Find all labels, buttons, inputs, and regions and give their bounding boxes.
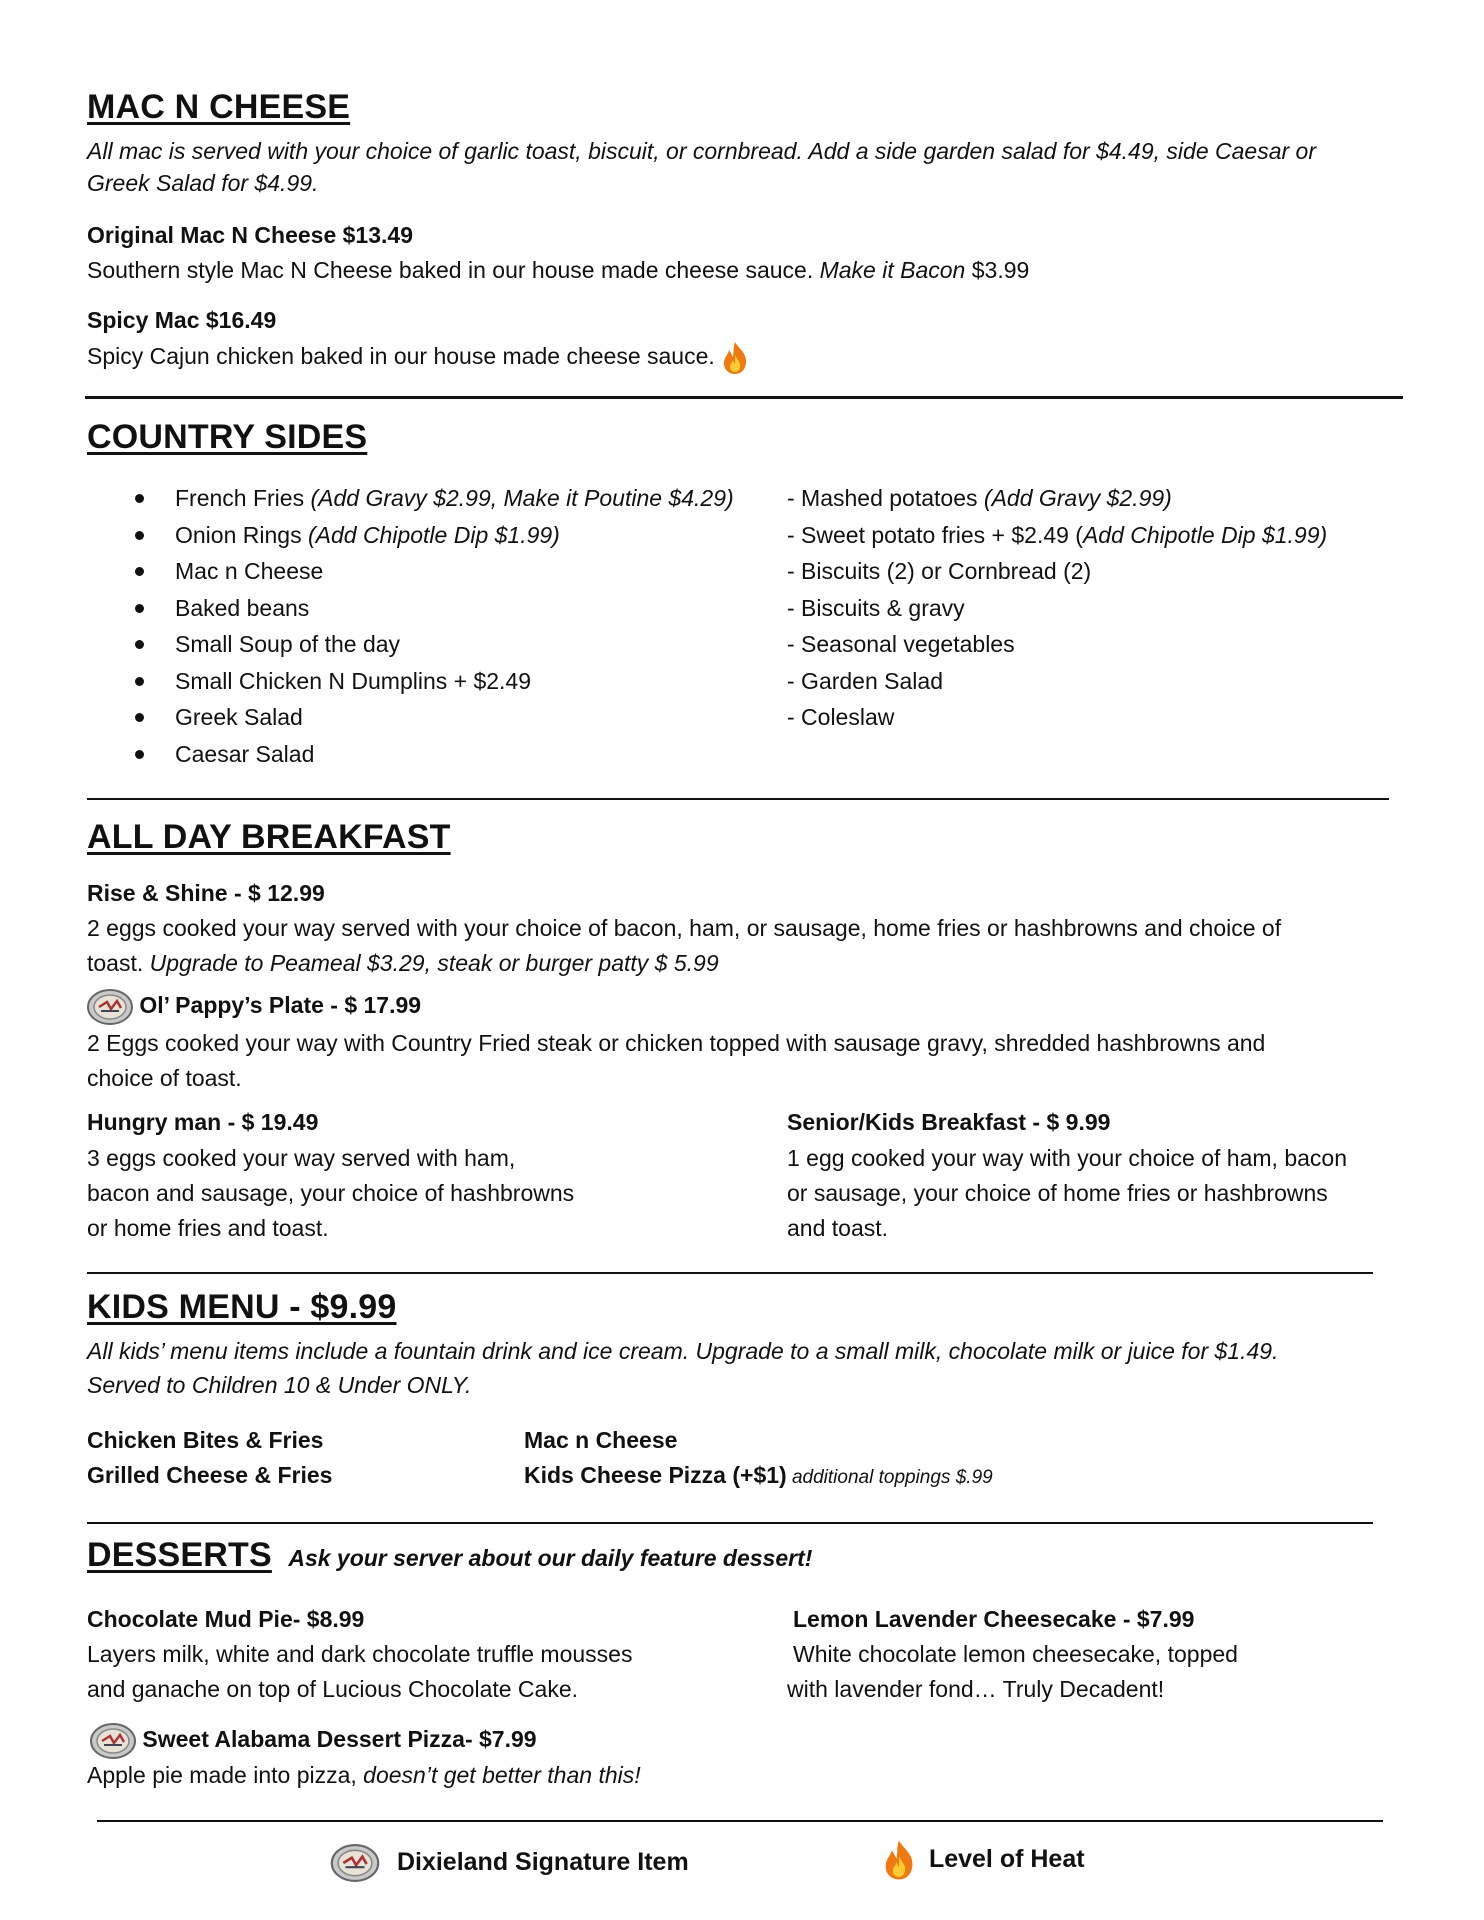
- spicy-mac-name: Spicy Mac $16.49: [87, 307, 277, 333]
- dixieland-seal-icon: [87, 989, 133, 1025]
- original-mac-desc: [87, 253, 1029, 288]
- mud-pie-line1: Layers milk, white and dark chocolate truffle mousses: [87, 1641, 633, 1667]
- pappy-line1: 2 Eggs cooked your way with Country Fried steak or chicken topped with sausage gravy, shredded hashbrowns and: [87, 1030, 1266, 1056]
- original-mac-name: Original Mac N Cheese $13.49: [87, 222, 413, 248]
- mac-title: MAC N CHEESE: [87, 88, 351, 126]
- kids-intro-line2: Served to Children 10 & Under ONLY.: [87, 1372, 472, 1398]
- divider-3: [87, 1272, 1373, 1274]
- dixieland-seal-icon: [90, 1723, 136, 1759]
- list-item: Small Soup of the day: [175, 626, 734, 663]
- desserts-header: [87, 1536, 812, 1575]
- original-mac-desc-text: Southern style Mac N Cheese baked in our house made cheese sauce.: [87, 257, 820, 283]
- list-item: Baked beans: [175, 590, 734, 627]
- divider-2: [87, 798, 1389, 800]
- rise-shine-line1: 2 eggs cooked your way served with your choice of bacon, ham, or sausage, home fries or hashbrowns and choice of: [87, 915, 1282, 941]
- divider-4: [87, 1522, 1373, 1524]
- senior-kids-line1: 1 egg cooked your way with your choice of ham, bacon: [787, 1145, 1347, 1171]
- hungry-man-line3: or home fries and toast.: [87, 1215, 329, 1241]
- rise-shine-line2: toast. Upgrade to Peameal $3.29, steak or burger patty $ 5.99: [87, 950, 719, 976]
- kids-intro-line1: All kids’ menu items include a fountain drink and ice cream. Upgrade to a small milk, chocolate milk or juice for $1.49.: [87, 1338, 1279, 1364]
- flame-icon: [721, 341, 749, 375]
- original-mac-addon: Make it Bacon: [819, 257, 966, 283]
- mac-intro-line1: All mac is served with your choice of garlic toast, biscuit, or cornbread. Add a side garden salad for $4.49, side Caesar or: [87, 138, 1316, 164]
- list-item: - Coleslaw: [787, 704, 895, 730]
- sides-left-list: [175, 480, 734, 772]
- kids-item-pizza-note: additional toppings $.99: [786, 1467, 993, 1488]
- hungry-man-name: Hungry man - $ 19.49: [87, 1109, 319, 1135]
- hungry-man-line1: 3 eggs cooked your way served with ham,: [87, 1145, 516, 1171]
- kids-item-pizza: Kids Cheese Pizza (+$1): [524, 1462, 787, 1488]
- list-item: - Garden Salad: [787, 667, 943, 694]
- list-item: - Sweet potato fries + $2.49 (Add Chipotle Dip $1.99): [787, 521, 1328, 548]
- list-item: - Biscuits & gravy: [787, 594, 965, 621]
- lemon-cheesecake-line2: with lavender fond… Truly Decadent!: [787, 1676, 1165, 1702]
- kids-item-grilled-cheese: Grilled Cheese & Fries: [87, 1462, 333, 1488]
- list-item: - Seasonal vegetables: [787, 631, 1015, 657]
- divider-5: [97, 1820, 1383, 1822]
- legend-heat-label: Level of Heat: [928, 1845, 1085, 1873]
- mac-intro-line2: Greek Salad for $4.99.: [87, 170, 319, 196]
- sides-right-list: [787, 480, 1327, 736]
- original-mac-addon-price: $3.99: [965, 257, 1030, 283]
- sides-title: COUNTRY SIDES: [87, 418, 368, 456]
- hungry-man-line2: bacon and sausage, your choice of hashbrowns: [87, 1180, 575, 1206]
- legend-signature-label: Dixieland Signature Item: [396, 1848, 689, 1876]
- kids-title: KIDS MENU - $9.99: [87, 1288, 397, 1326]
- legend-heat: [882, 1838, 1085, 1881]
- list-item: French Fries (Add Gravy $2.99, Make it Poutine $4.29): [175, 480, 734, 517]
- legend-signature: [330, 1844, 689, 1882]
- list-item: - Biscuits (2) or Cornbread (2): [787, 558, 1092, 584]
- list-item: Small Chicken N Dumplins + $2.49: [175, 663, 734, 700]
- spicy-mac-desc-text: Spicy Cajun chicken baked in our house made cheese sauce.: [87, 343, 715, 369]
- dixieland-seal-icon: [330, 1844, 380, 1882]
- list-item: Mac n Cheese: [175, 553, 734, 590]
- list-item: Onion Rings (Add Chipotle Dip $1.99): [175, 517, 734, 554]
- kids-item-pizza-row: [524, 1458, 993, 1495]
- desserts-tagline: Ask your server about our daily feature dessert!: [288, 1545, 813, 1571]
- senior-kids-line2: or sausage, your choice of home fries or hashbrowns: [787, 1180, 1328, 1206]
- alabama-name-row: Sweet Alabama Dessert Pizza- $7.99: [90, 1722, 537, 1759]
- senior-kids-name: Senior/Kids Breakfast - $ 9.99: [787, 1109, 1111, 1135]
- breakfast-title: ALL DAY BREAKFAST: [87, 818, 451, 856]
- alabama-desc: Apple pie made into pizza, doesn’t get better than this!: [87, 1762, 641, 1788]
- pappy-line2: choice of toast.: [87, 1065, 242, 1091]
- mud-pie-name: Chocolate Mud Pie- $8.99: [87, 1606, 365, 1632]
- lemon-cheesecake-line1: White chocolate lemon cheesecake, topped: [793, 1641, 1238, 1667]
- rise-shine-name: Rise & Shine - $ 12.99: [87, 880, 325, 906]
- list-item: Caesar Salad: [175, 736, 734, 773]
- divider-1: [85, 396, 1403, 399]
- pappy-name-row: Ol’ Pappy’s Plate - $ 17.99: [87, 988, 421, 1025]
- kids-item-chicken-bites: Chicken Bites & Fries: [87, 1427, 324, 1453]
- mud-pie-line2: and ganache on top of Lucious Chocolate Cake.: [87, 1676, 579, 1702]
- flame-icon: [882, 1839, 916, 1881]
- desserts-title: DESSERTS: [87, 1536, 272, 1574]
- list-item: - Mashed potatoes (Add Gravy $2.99): [787, 485, 1172, 511]
- spicy-mac-desc: [87, 339, 749, 375]
- lemon-cheesecake-name: Lemon Lavender Cheesecake - $7.99: [793, 1606, 1195, 1632]
- kids-item-mac: Mac n Cheese: [524, 1427, 678, 1453]
- list-item: Greek Salad: [175, 699, 734, 736]
- senior-kids-line3: and toast.: [787, 1215, 889, 1241]
